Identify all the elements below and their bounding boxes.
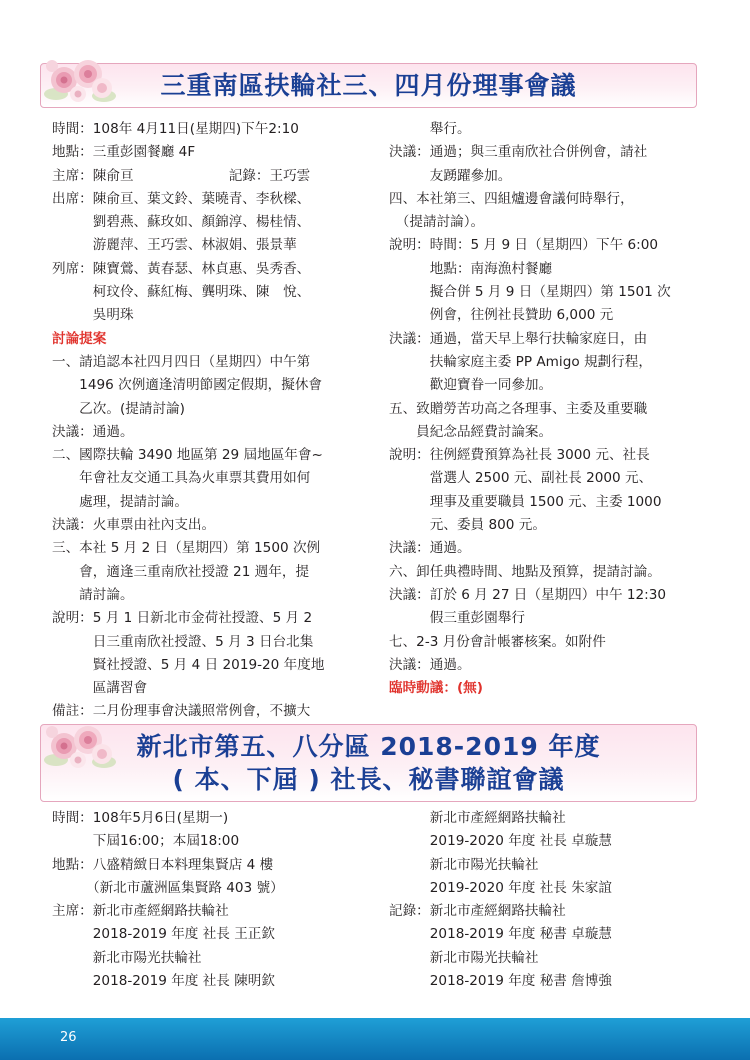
text-line: 地點：南海漁村餐廳 bbox=[389, 260, 553, 277]
text-line: 七、2-3 月份會計帳審核案。如附件 bbox=[389, 633, 606, 650]
text-line: 記錄：新北市產經網路扶輪社 bbox=[389, 903, 566, 920]
text-line: 新北市陽光扶輪社 bbox=[389, 856, 539, 873]
text-line: 日三重南欣社授證、5 月 3 日台北集 bbox=[52, 633, 314, 650]
text-line: 決議：通過。 bbox=[389, 540, 471, 557]
text-line: 例會，往例社長贊助 6,000 元 bbox=[389, 307, 614, 324]
text-line: 扶輪家庭主委 PP Amigo 規劃行程， bbox=[389, 353, 652, 370]
text-line: 說明：5 月 1 日新北市金荷社授證、5 月 2 bbox=[52, 610, 313, 627]
flower-bouquet-icon bbox=[44, 722, 118, 774]
text-line: 2019-2020 年度 社長 卓璇慧 bbox=[389, 833, 612, 850]
text-line: 決議：通過，當天早上舉行扶輪家庭日，由 bbox=[389, 330, 648, 347]
meeting2-right-column bbox=[389, 807, 719, 993]
text-line: 吳明珠 bbox=[52, 307, 134, 324]
meeting1-banner bbox=[40, 63, 697, 108]
text-line: 決議：火車票由社內支出。 bbox=[52, 517, 216, 534]
meeting2-left-column bbox=[52, 807, 382, 993]
text-line: 擬合併 5 月 9 日（星期四）第 1501 次 bbox=[389, 284, 671, 301]
page-footer bbox=[0, 1018, 750, 1060]
meeting2-banner bbox=[40, 724, 697, 802]
text-line: 下屆16:00；本屆18:00 bbox=[52, 833, 240, 850]
text-line: 游麗萍、王巧雲、林淑娟、張景華 bbox=[52, 237, 297, 254]
text-line: 臨時動議：(無) bbox=[389, 680, 483, 697]
text-line: 四、本社第三、四組爐邊會議何時舉行， bbox=[389, 190, 634, 207]
text-line: 一、請追認本社四月四日（星期四）中午第 bbox=[52, 353, 311, 370]
text-line: 新北市陽光扶輪社 bbox=[389, 949, 539, 966]
text-line: 員紀念品經費討論案。 bbox=[389, 423, 553, 440]
text-line: 地點：三重彭園餐廳 4F bbox=[52, 144, 196, 161]
text-line: 2018-2019 年度 社長 王正欽 bbox=[52, 926, 275, 943]
meeting1-right-column bbox=[389, 118, 719, 700]
text-line: 時間：108年5月6日(星期一) bbox=[52, 810, 229, 826]
meeting2-title-line2: ( 本、下屆 ) 社長、秘書聯誼會議 bbox=[172, 765, 565, 794]
text-line: 說明：往例經費預算為社長 3000 元、社長 bbox=[389, 447, 650, 464]
text-line: 理事及重要職員 1500 元、主委 1000 bbox=[389, 493, 662, 510]
text-line: 說明：時間：5 月 9 日（星期四）下午 6:00 bbox=[389, 237, 659, 254]
text-line: 新北市產經網路扶輪社 bbox=[389, 810, 566, 826]
text-line: （新北市蘆洲區集賢路 403 號） bbox=[52, 879, 284, 896]
text-line: 年會社友交通工具為火車票其費用如何 bbox=[52, 470, 311, 487]
text-line: 決議：通過。 bbox=[52, 423, 134, 440]
text-line: 決議：通過。 bbox=[389, 656, 471, 673]
text-line: 2018-2019 年度 秘書 詹博強 bbox=[389, 973, 612, 990]
text-line: 二、國際扶輪 3490 地區第 29 屆地區年會~ bbox=[52, 447, 323, 464]
text-line: 賢社授證、5 月 4 日 2019-20 年度地 bbox=[52, 656, 325, 673]
text-line: 1496 次例適逢清明節國定假期，擬休會 bbox=[52, 377, 323, 394]
text-line: 新北市陽光扶輪社 bbox=[52, 949, 202, 966]
text-line: 地點：八盛精緻日本料理集賢店 4 樓 bbox=[52, 856, 274, 873]
text-line: 2018-2019 年度 秘書 卓璇慧 bbox=[389, 926, 612, 943]
text-line: 舉行。 bbox=[389, 121, 471, 137]
text-line: 劉碧燕、蘇玫如、顏錦淳、楊桂情、 bbox=[52, 214, 311, 231]
text-line: 三、本社 5 月 2 日（星期四）第 1500 次例 bbox=[52, 540, 321, 557]
text-line: 決議：通過；與三重南欣社合併例會，請社 bbox=[389, 144, 648, 161]
text-line: 2018-2019 年度 社長 陳明欽 bbox=[52, 973, 275, 990]
text-line: 出席：陳俞亘、葉文鈴、葉曉青、李秋樑、 bbox=[52, 190, 311, 207]
flower-bouquet-icon bbox=[44, 56, 118, 108]
text-line: 時間：108年 4月11日(星期四)下午2:10 bbox=[52, 121, 299, 137]
text-line: （提請討論）。 bbox=[389, 214, 485, 231]
text-line: 備註：二月份理事會決議照常例會，不擴大 bbox=[52, 703, 311, 720]
text-line: 決議：訂於 6 月 27 日（星期四）中午 12:30 bbox=[389, 586, 667, 603]
text-line: 區講習會 bbox=[52, 680, 148, 697]
meeting1-left-column bbox=[52, 118, 382, 724]
text-line: 主席：陳俞亘 記錄：王巧雲 bbox=[52, 167, 311, 184]
text-line: 假三重彭園舉行 bbox=[389, 610, 525, 627]
meeting1-title: 三重南區扶輪社三、四月份理事會議 bbox=[160, 71, 577, 100]
text-line: 元、委員 800 元。 bbox=[389, 517, 546, 534]
text-line: 當選人 2500 元、副社長 2000 元、 bbox=[389, 470, 653, 487]
text-line: 列席：陳寶鶯、黃春瑟、林貞惠、吳秀香、 bbox=[52, 260, 311, 277]
text-line: 六、卸任典禮時間、地點及預算，提請討論。 bbox=[389, 563, 661, 580]
text-line: 會，適逢三重南欣社授證 21 週年，提 bbox=[52, 563, 310, 580]
text-line: 柯玟伶、蘇紅梅、龔明珠、陳 悅、 bbox=[52, 284, 311, 301]
text-line: 友踴躍參加。 bbox=[389, 167, 512, 184]
text-line: 討論提案 bbox=[52, 330, 107, 347]
text-line: 五、致贈勞苦功高之各理事、主委及重要職 bbox=[389, 400, 648, 417]
text-line: 2019-2020 年度 社長 朱家誼 bbox=[389, 879, 612, 896]
text-line: 處理，提請討論。 bbox=[52, 493, 188, 510]
text-line: 請討論。 bbox=[52, 586, 134, 603]
text-line: 主席：新北市產經網路扶輪社 bbox=[52, 903, 229, 920]
text-line: 歡迎寶眷一同參加。 bbox=[389, 377, 553, 394]
meeting2-title-line1: 新北市第五、八分區 2018-2019 年度 bbox=[136, 732, 601, 761]
page-number: 26 bbox=[60, 1030, 77, 1045]
text-line: 乙次。(提請討論) bbox=[52, 400, 185, 417]
